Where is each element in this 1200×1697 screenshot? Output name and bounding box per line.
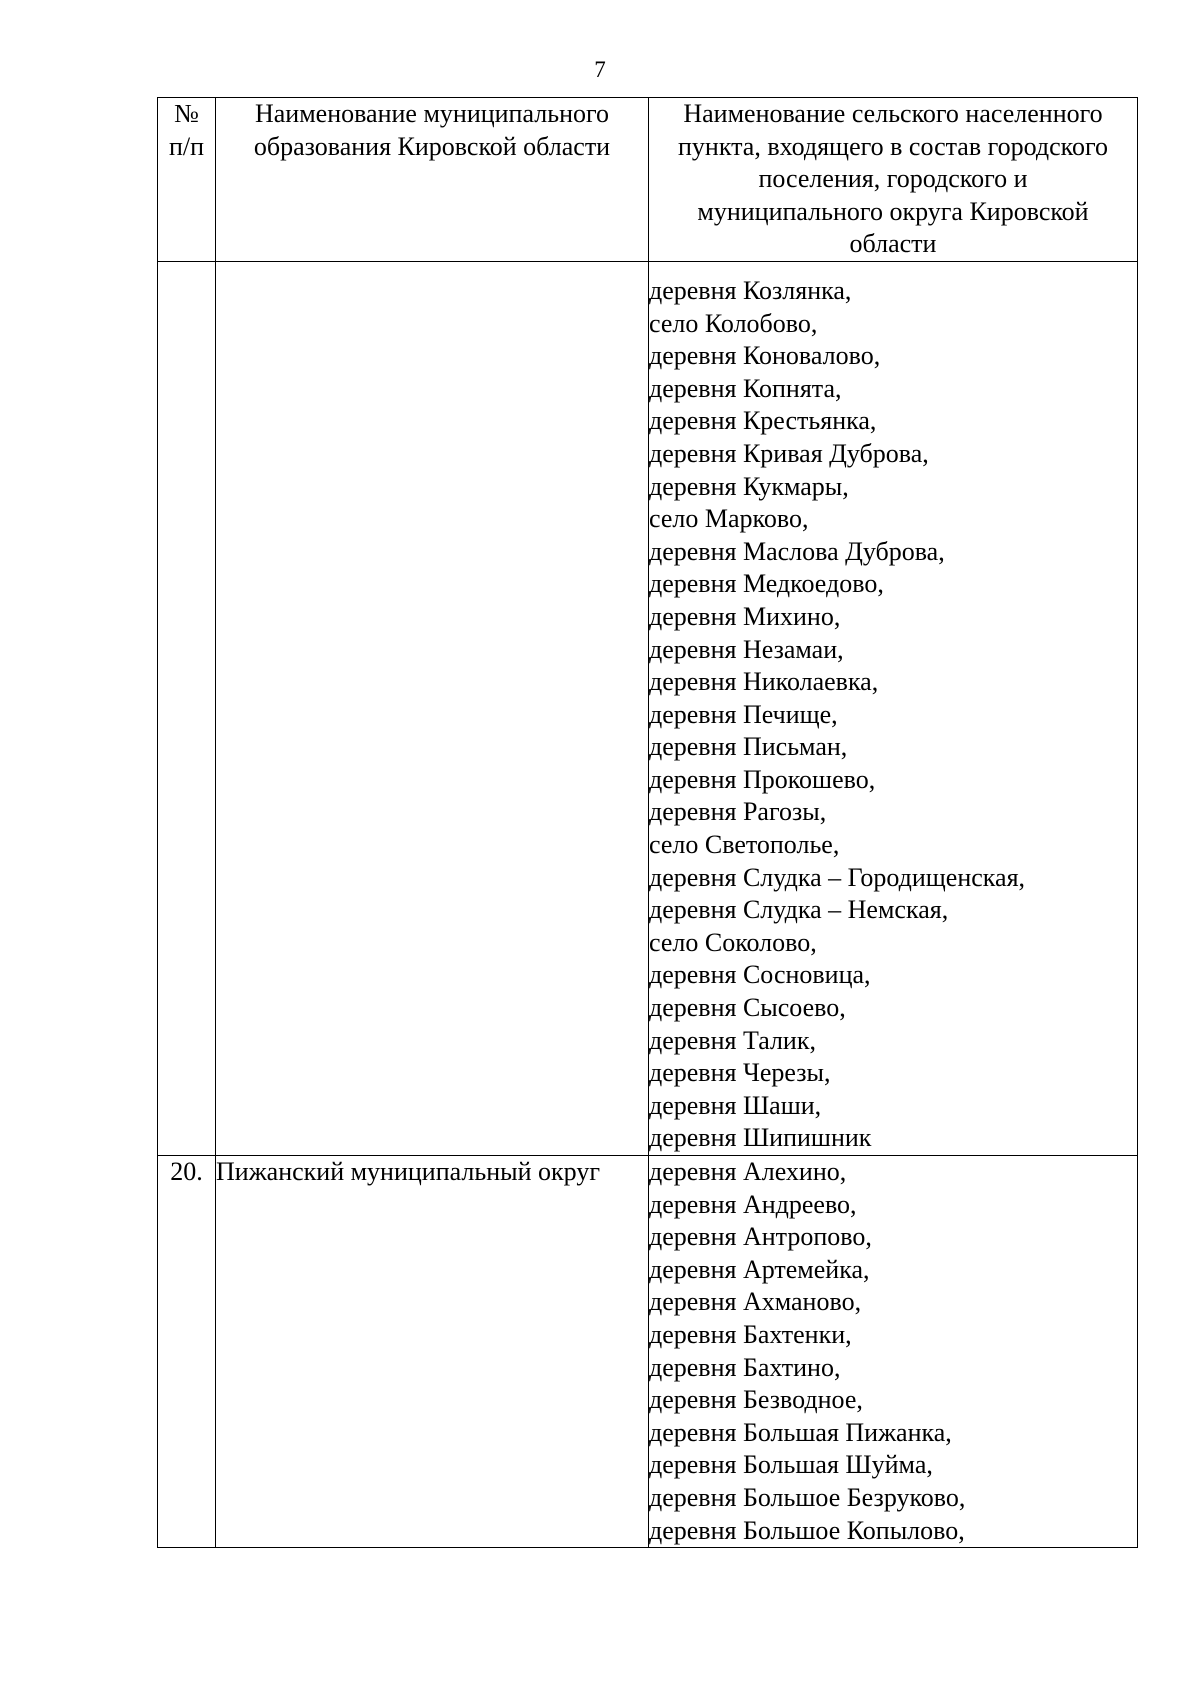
settlement-item: деревня Андреево, bbox=[649, 1189, 857, 1219]
row-number: 20. bbox=[158, 1156, 216, 1548]
header-settlement-line: муниципального округа Кировской bbox=[697, 196, 1089, 226]
settlement-item: деревня Печище, bbox=[649, 699, 838, 729]
header-number-line: п/п bbox=[168, 131, 205, 161]
header-municipality-line: Наименование муниципального bbox=[254, 99, 610, 128]
settlement-item: деревня Талик, bbox=[649, 1025, 816, 1055]
table-row bbox=[158, 261, 1138, 1155]
settlement-item: деревня Козлянка, bbox=[649, 275, 852, 305]
settlement-item: деревня Большое Копылово, bbox=[649, 1515, 965, 1545]
header-settlement-line: поселения, городского и bbox=[758, 164, 1028, 194]
table-row bbox=[158, 1156, 1138, 1548]
header-settlement bbox=[649, 98, 1138, 262]
settlement-item: деревня Черезы, bbox=[649, 1058, 831, 1088]
settlement-item: деревня Антропово, bbox=[649, 1222, 872, 1252]
settlement-item: деревня Николаевка, bbox=[649, 667, 879, 697]
settlement-item: деревня Шипишник bbox=[649, 1123, 872, 1153]
table-header-row bbox=[158, 98, 1138, 262]
settlement-item: деревня Михино, bbox=[649, 601, 841, 631]
settlement-item: деревня Артемейка, bbox=[649, 1254, 870, 1284]
header-municipality bbox=[216, 98, 649, 262]
header-number bbox=[158, 98, 216, 262]
header-number-line: № bbox=[174, 99, 199, 128]
settlement-item: деревня Незамаи, bbox=[649, 634, 844, 664]
settlement-item: деревня Медкоедово, bbox=[649, 569, 884, 599]
page-number: 7 bbox=[594, 57, 606, 82]
settlement-item: деревня Безводное, bbox=[649, 1385, 863, 1415]
settlement-item: село Соколово, bbox=[649, 927, 817, 957]
settlement-item: деревня Маслова Дуброва, bbox=[649, 536, 945, 566]
municipality-name bbox=[216, 261, 649, 1155]
header-settlement-line: Наименование сельского населенного bbox=[683, 99, 1103, 128]
settlement-item: деревня Коновалово, bbox=[649, 341, 881, 371]
header-settlement-line: пункта, входящего в состав городского bbox=[677, 131, 1108, 161]
settlement-item: деревня Бахтенки, bbox=[649, 1319, 852, 1349]
settlement-item: деревня Сосновица, bbox=[649, 960, 871, 990]
settlement-item: деревня Копнята, bbox=[649, 373, 842, 403]
settlement-list bbox=[649, 1156, 1138, 1548]
settlement-item: деревня Большая Пижанка, bbox=[649, 1417, 952, 1447]
settlement-item: деревня Алехино, bbox=[649, 1157, 847, 1186]
settlement-item: деревня Большое Безруково, bbox=[649, 1482, 966, 1512]
settlement-item: деревня Ахманово, bbox=[649, 1287, 862, 1317]
header-settlement-line: области bbox=[849, 229, 937, 259]
settlement-item: село Светополье, bbox=[649, 830, 840, 860]
settlement-item: деревня Кукмары, bbox=[649, 471, 849, 501]
settlements-table bbox=[157, 97, 1138, 1548]
settlement-item: деревня Шаши, bbox=[649, 1090, 822, 1120]
settlement-item: деревня Слудка – Немская, bbox=[649, 895, 949, 925]
settlement-item: деревня Бахтино, bbox=[649, 1352, 841, 1382]
settlement-item: деревня Письман, bbox=[649, 732, 848, 762]
settlement-item: деревня Кривая Дуброва, bbox=[649, 438, 929, 468]
settlement-item: деревня Сысоево, bbox=[649, 993, 846, 1023]
settlement-item: деревня Прокошево, bbox=[649, 764, 876, 794]
settlement-item: деревня Крестьянка, bbox=[649, 406, 877, 436]
settlement-item: село Марково, bbox=[649, 504, 809, 534]
settlement-item: деревня Большая Шуйма, bbox=[649, 1450, 933, 1480]
municipality-name: Пижанский муниципальный округ bbox=[216, 1156, 649, 1548]
settlement-item: село Колобово, bbox=[649, 308, 818, 338]
header-municipality-line: образования Кировской области bbox=[253, 131, 611, 161]
settlement-item: деревня Рагозы, bbox=[649, 797, 827, 827]
row-number bbox=[158, 261, 216, 1155]
settlement-list bbox=[649, 261, 1138, 1155]
settlement-item: деревня Слудка – Городищенская, bbox=[649, 862, 1026, 892]
